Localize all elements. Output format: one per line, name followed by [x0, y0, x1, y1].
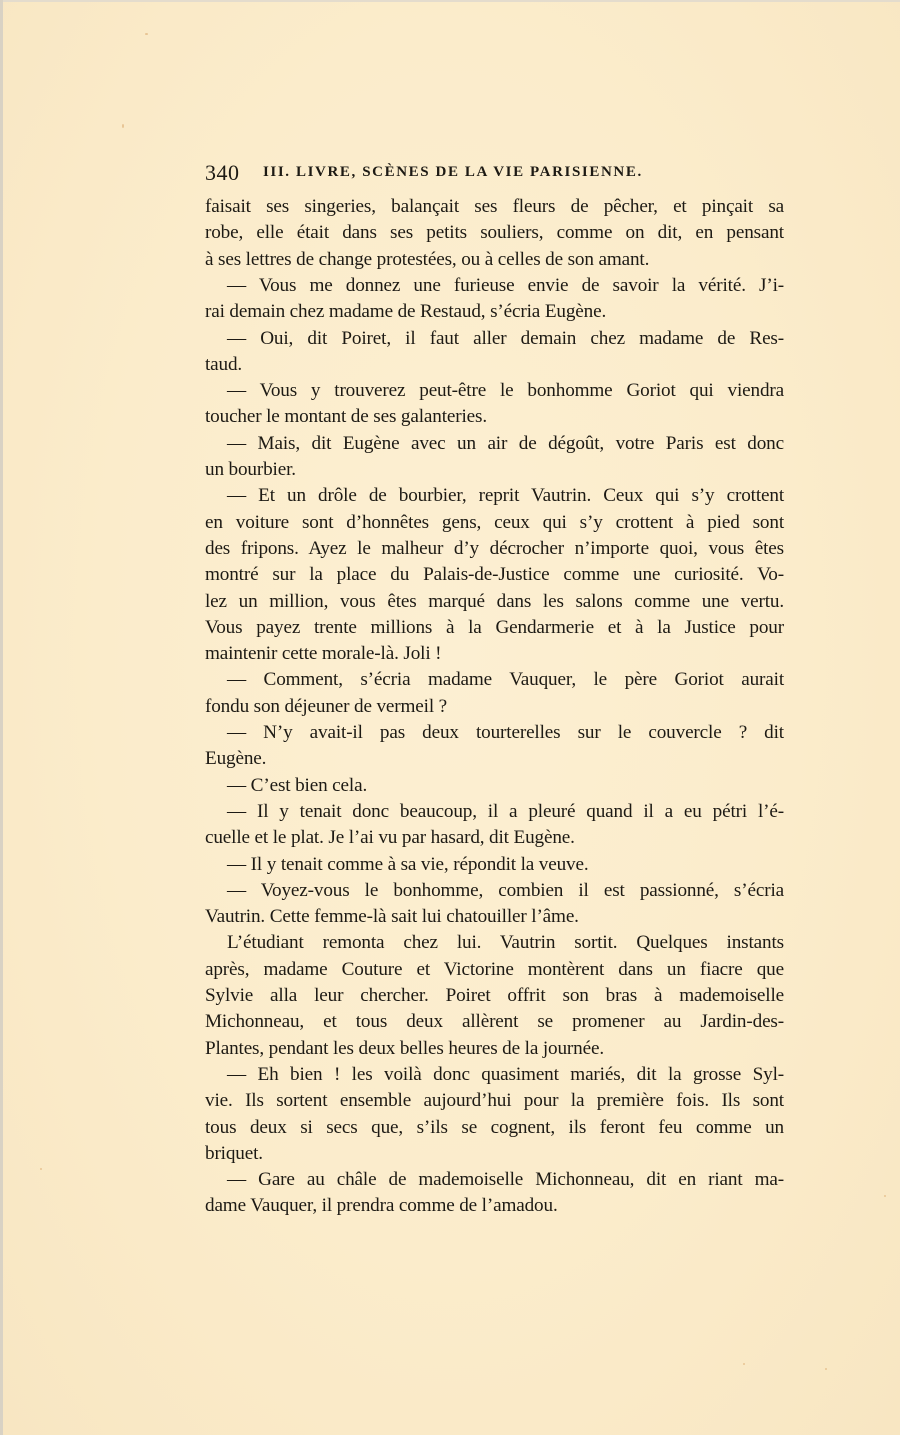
text-line: un bourbier. — [205, 459, 296, 480]
text-line: briquet. — [205, 1142, 263, 1164]
text-line: — Vous y trouverez peut-être le bonhomme Goriot qui viendra — [227, 380, 784, 402]
text-line: après, madame Couture et Victorine montèrent dans un fiacre que — [205, 958, 784, 980]
text-line: vie. Ils sortent ensemble aujourd’hui pour la première fois. Ils sont — [205, 1090, 784, 1112]
running-header — [205, 160, 785, 186]
text-line: à ses lettres de change protestées, ou à celles de son amant. — [205, 248, 650, 270]
paper-speck — [825, 1368, 827, 1370]
text-line: Michonneau, et tous deux allèrent se promener au Jardin-des- — [205, 1011, 784, 1033]
paper-speck — [743, 1363, 745, 1365]
text-line: Plantes, pendant les deux belles heures de la journée. — [205, 1037, 604, 1059]
page-edge-top — [0, 0, 900, 2]
text-line: cuelle et le plat. Je l’ai vu par hasard, dit Eugène. — [205, 827, 575, 849]
text-line: Vous payez trente millions à la Gendarmerie et à la Justice pour — [205, 616, 784, 638]
text-line: — Il y tenait donc beaucoup, il a pleuré quand il a eu pétri l’é- — [227, 800, 784, 822]
text-line: — Il y tenait comme à sa vie, répondit la veuve. — [227, 853, 589, 875]
text-line: en voiture sont d’honnêtes gens, ceux qui s’y crottent à pied sont — [205, 511, 784, 533]
page-edge-left — [0, 0, 3, 1435]
text-line: — Mais, dit Eugène avec un air de dégoût, votre Paris est donc — [227, 432, 784, 454]
text-line: dame Vauquer, il prendra comme de l’amadou. — [205, 1195, 558, 1217]
text-line: fondu son déjeuner de vermeil ? — [205, 695, 448, 717]
text-line: — Voyez-vous le bonhomme, combien il est passionné, s’écria — [227, 879, 784, 901]
text-line: des fripons. Ayez le malheur d’y décrocher n’importe quoi, vous êtes — [205, 537, 784, 559]
paper-speck — [145, 33, 148, 35]
text-line: tous deux si secs que, s’ils se cognent, ils feront feu comme un — [205, 1116, 784, 1138]
text-line: taud. — [205, 353, 243, 375]
text-line: toucher le montant de ses galanteries. — [205, 406, 488, 428]
text-line: Eugène. — [205, 748, 267, 770]
text-line: — Eh bien ! les voilà donc quasiment mariés, dit la grosse Syl- — [227, 1063, 784, 1085]
text-line: Vautrin. Cette femme-là sait lui chatouiller l’âme. — [205, 906, 579, 928]
text-line: rai demain chez madame de Restaud, s’écria Eugène. — [205, 301, 607, 323]
paper-speck — [884, 1195, 886, 1197]
text-line: robe, elle était dans ses petits souliers, comme on dit, en pensant — [205, 222, 784, 244]
running-title: III. LIVRE, SCÈNES DE LA VIE PARISIENNE. — [263, 164, 643, 180]
text-line: maintenir cette morale-là. Joli ! — [205, 643, 442, 665]
text-line: Sylvie alla leur chercher. Poiret offrit son bras à mademoiselle — [205, 985, 784, 1006]
text-line: faisait ses singeries, balançait ses fleurs de pêcher, et pinçait sa — [205, 196, 784, 217]
text-line: montré sur la place du Palais-de-Justice comme une curiosité. Vo- — [205, 564, 784, 586]
text-line: — Gare au châle de mademoiselle Michonneau, dit en riant ma- — [227, 1169, 784, 1191]
text-line: — Vous me donnez une furieuse envie de savoir la vérité. J’i- — [227, 274, 784, 296]
text-line: — Et un drôle de bourbier, reprit Vautrin. Ceux qui s’y crottent — [227, 485, 784, 507]
text-line: — N’y avait-il pas deux tourterelles sur le couvercle ? dit — [227, 722, 784, 743]
text-line: — C’est bien cela. — [227, 774, 368, 796]
paper-speck — [40, 1168, 42, 1170]
text-line: — Oui, dit Poiret, il faut aller demain chez madame de Res- — [227, 327, 784, 349]
paper-speck — [122, 124, 124, 128]
text-line: L’étudiant remonta chez lui. Vautrin sortit. Quelques instants — [227, 932, 784, 954]
text-line: — Comment, s’écria madame Vauquer, le père Goriot aurait — [227, 669, 784, 691]
text-line: lez un million, vous êtes marqué dans les salons comme une vertu. — [205, 590, 784, 612]
page-number: 340 — [205, 160, 240, 185]
